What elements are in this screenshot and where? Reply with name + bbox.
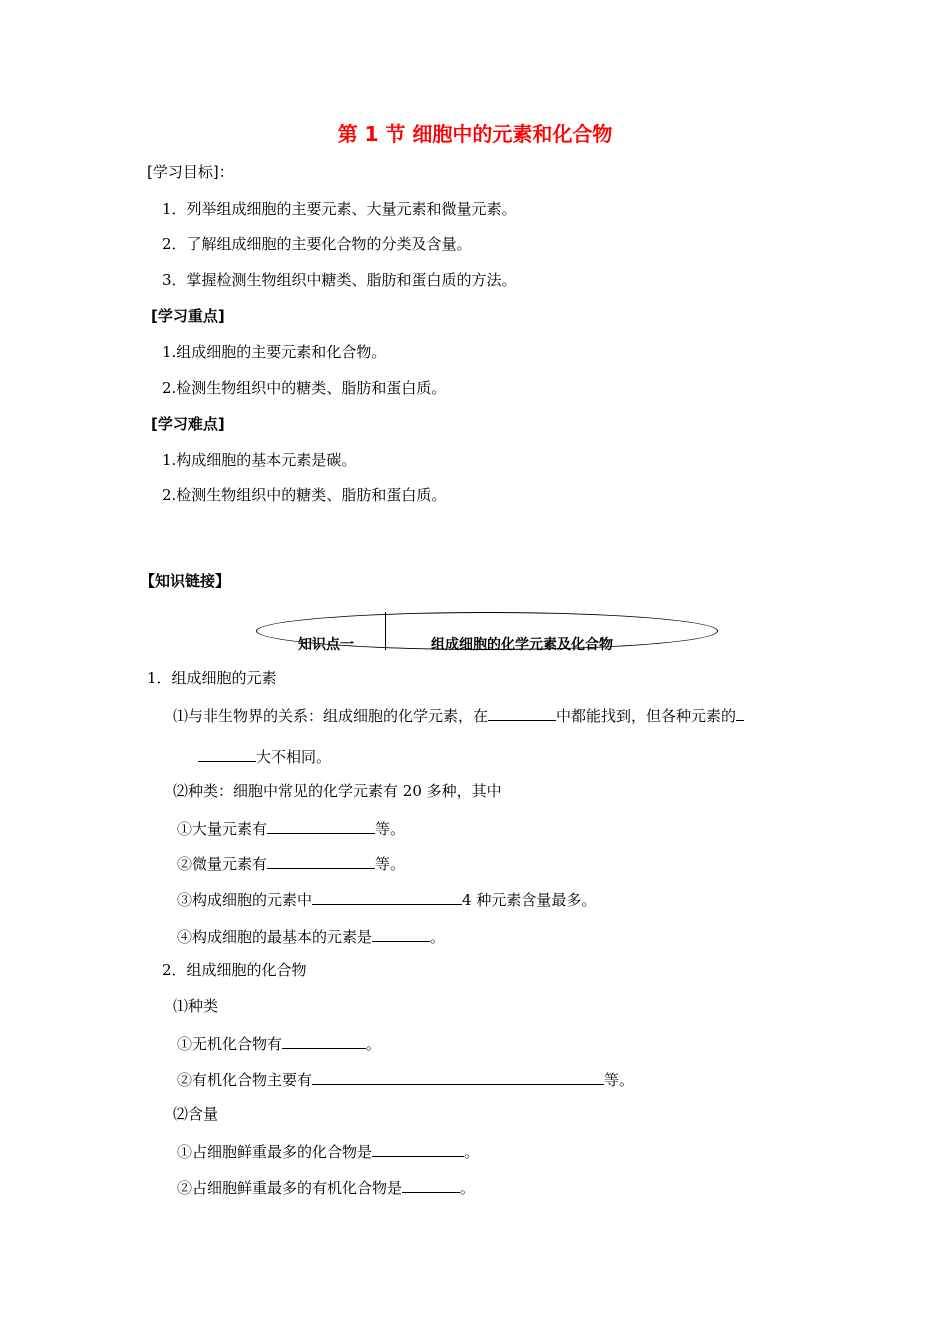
question-text: ②微量元素有 [177, 855, 268, 873]
objectives-heading: [学习目标]： [147, 163, 234, 181]
difficulty-item: 2.检测生物组织中的糖类、脂肪和蛋白质。 [162, 486, 447, 504]
question-line [198, 748, 331, 765]
key-point-item: 1.组成细胞的主要元素和化合物。 [162, 343, 387, 361]
key-point-item: 2.检测生物组织中的糖类、脂肪和蛋白质。 [162, 379, 447, 397]
question-text: 等。 [375, 820, 406, 838]
question-text: ①大量元素有 [177, 820, 268, 838]
objective-item: 3．掌握检测生物组织中糖类、脂肪和蛋白质的方法。 [162, 271, 517, 289]
question-text: ③构成细胞的元素中 [177, 891, 313, 909]
question-line: ⑵含量 [173, 1105, 219, 1123]
question-line [177, 891, 596, 908]
knowledge-point-title: 组成细胞的化学元素及化合物 [431, 637, 613, 653]
answer-blank[interactable] [267, 820, 375, 834]
objective-item: 1．列举组成细胞的主要元素、大量元素和微量元素。 [162, 200, 517, 218]
section1-heading: 1．组成细胞的元素 [147, 669, 277, 687]
question-text: 。 [366, 1035, 382, 1053]
answer-blank[interactable] [736, 707, 744, 721]
difficulties-heading: [学习难点] [151, 415, 225, 433]
difficulty-item: 1.构成细胞的基本元素是碳。 [162, 451, 357, 469]
knowledge-point-label: 知识点一 [298, 637, 354, 653]
question-text: 。 [464, 1143, 480, 1161]
question-text: 。 [430, 928, 446, 946]
question-line [177, 820, 405, 837]
answer-blank[interactable] [372, 1143, 464, 1157]
answer-blank[interactable] [312, 891, 462, 905]
answer-blank[interactable] [267, 855, 375, 869]
knowledge-link-heading: 【知识链接】 [140, 572, 231, 590]
answer-blank[interactable] [312, 1071, 604, 1085]
question-text: 中都能找到，但各种元素的 [556, 707, 737, 725]
answer-blank[interactable] [372, 928, 430, 942]
answer-blank[interactable] [198, 748, 256, 762]
question-text: ①无机化合物有 [177, 1035, 283, 1053]
section2-heading: 2．组成细胞的化合物 [162, 961, 307, 979]
question-line [177, 1035, 381, 1052]
question-line [177, 928, 445, 945]
question-text: 等。 [604, 1071, 635, 1089]
question-text: ②有机化合物主要有 [177, 1071, 313, 1089]
question-text: 4 种元素含量最多。 [462, 891, 597, 909]
question-line [177, 1179, 475, 1196]
question-line [177, 1143, 479, 1160]
question-line: ⑵种类：细胞中常见的化学元素有 20 多种，其中 [173, 782, 502, 800]
answer-blank[interactable] [282, 1035, 366, 1049]
question-text: ①占细胞鲜重最多的化合物是 [177, 1143, 373, 1161]
oval-divider [385, 612, 386, 650]
question-text: 。 [460, 1179, 476, 1197]
question-line [177, 855, 405, 872]
question-text: ④构成细胞的最基本的元素是 [177, 928, 373, 946]
objective-item: 2．了解组成细胞的主要化合物的分类及含量。 [162, 235, 472, 253]
page-title: 第 1 节 细胞中的元素和化合物 [337, 122, 613, 146]
key-points-heading: [学习重点] [151, 307, 225, 325]
question-text: ⑴与非生物界的关系：组成细胞的化学元素，在 [173, 707, 489, 725]
answer-blank[interactable] [488, 707, 556, 721]
question-text: 大不相同。 [256, 748, 332, 766]
question-text: ②占细胞鲜重最多的有机化合物是 [177, 1179, 403, 1197]
question-text: 等。 [375, 855, 406, 873]
question-line: ⑴种类 [173, 997, 219, 1015]
question-line [173, 707, 744, 724]
answer-blank[interactable] [402, 1179, 460, 1193]
question-line [177, 1071, 634, 1088]
